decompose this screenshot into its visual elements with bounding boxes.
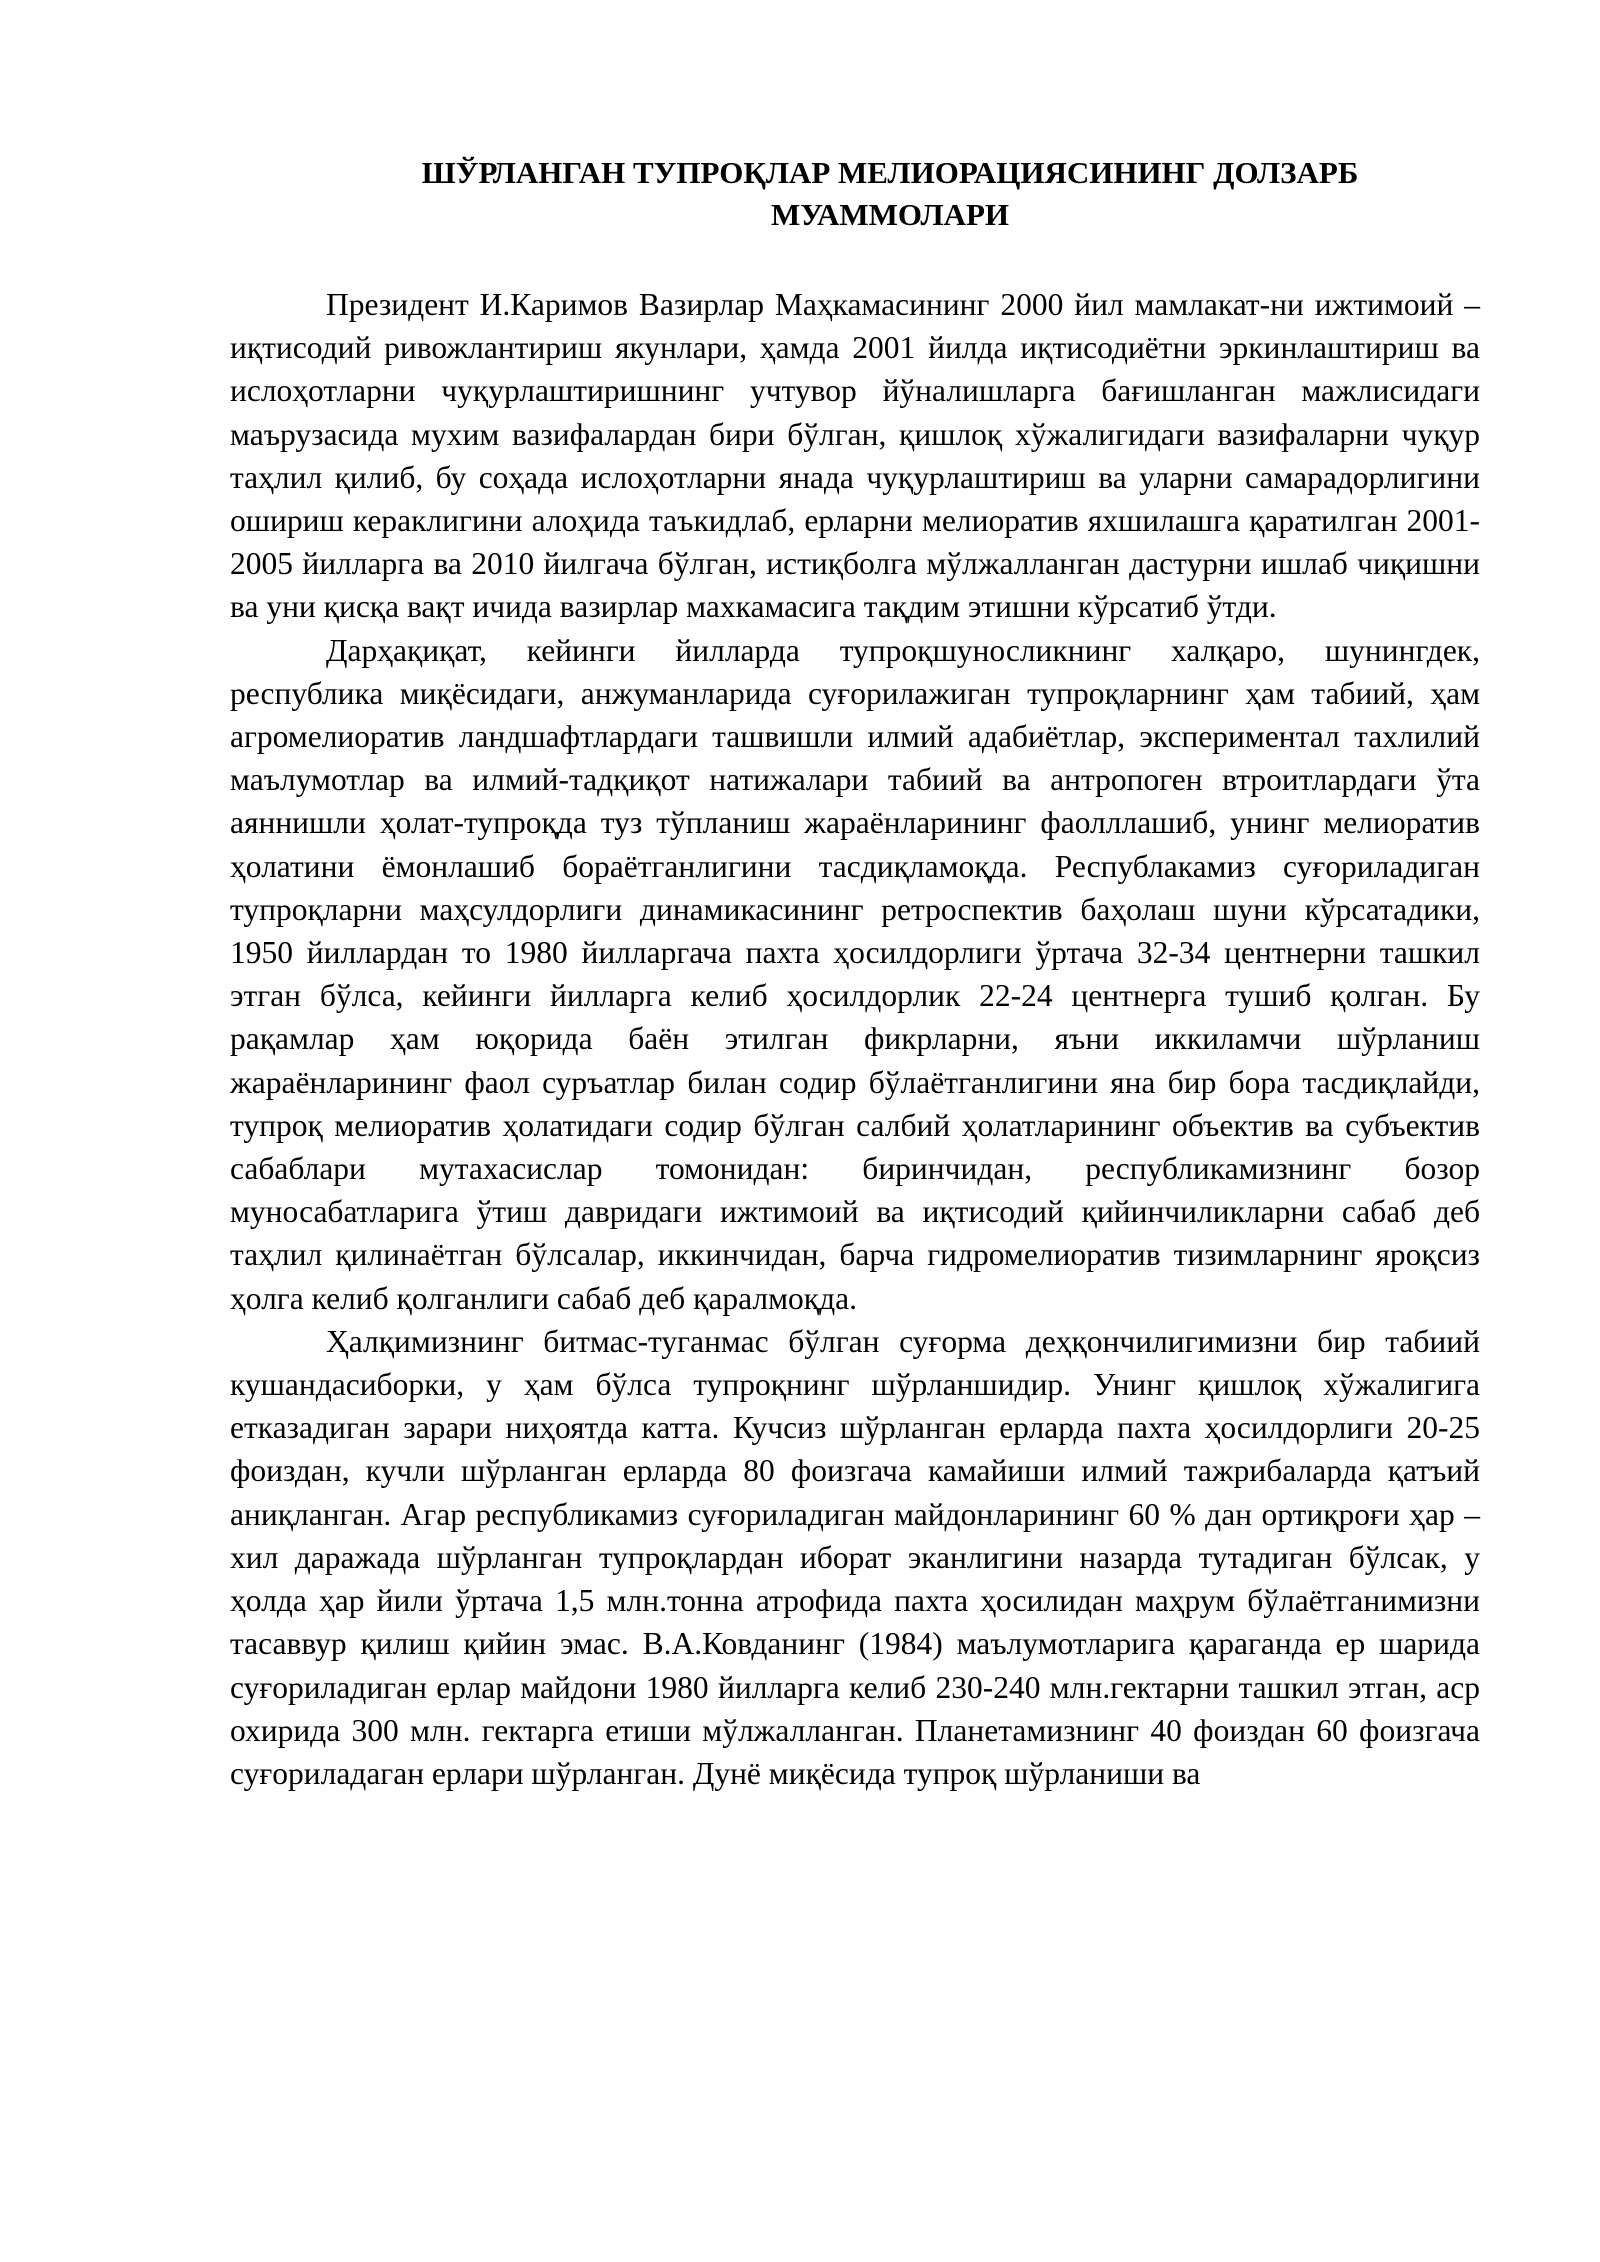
document-title: ШЎРЛАНГАН ТУПРОҚЛАР МЕЛИОРАЦИЯСИНИНГ ДОЛЗАРБ МУАММОЛАРИ [421, 155, 1359, 232]
document-body [230, 283, 1480, 1795]
paragraph: Ҳалқимизнинг битмас-туганмас бўлган суғорма деҳқончилигимизни бир табиий кушандасиборки, у ҳам бўлса тупроқнинг шўрланшидир. Унинг қишлоқ хўжалигига етказадиган зарари ниҳоятда катта. Кучсиз шўрланган ерларда пахта ҳосилдорлиги 20-25 фоиздан, кучли шўрланган ерларда 80 фоизгача камайиши илмий тажрибаларда қатъий аниқланган. Агар республикамиз суғориладиган майдонларининг 60 % дан ортиқроғи ҳар –хил даражада шўрланган тупроқлардан иборат эканлигини назарда тутадиган бўлсак, у ҳолда ҳар йили ўртача 1,5 млн.тонна атрофида пахта ҳосилидан маҳрум бўлаётганимизни тасаввур қилиш қийин эмас. В.А.Ковданинг (1984) маълумотларига қараганда ер шарида суғориладиган ерлар майдони 1980 йилларга келиб 230-240 млн.гектарни ташкил этган, аср охирида 300 млн. гектарга етиши мўлжалланган. Планетамизнинг 40 фоиздан 60 фоизгача суғориладаган ерлари шўрланган. Дунё миқёсида тупроқ шўрланиши ва [230, 1323, 1480, 1791]
paragraph: Президент И.Каримов Вазирлар Маҳкамасининг 2000 йил мамлакат-ни ижтимоий –иқтисодий ривожлантириш якунлари, ҳамда 2001 йилда иқтисодиётни эркинлаштириш ва ислоҳотларни чуқурлаштиришнинг учтувор йўналишларга бағишланган мажлисидаги маърузасида мухим вазифалардан бири бўлган, қишлоқ хўжалигидаги вазифаларни чуқур таҳлил қилиб, бу соҳада ислоҳотларни янада чуқурлаштириш ва уларни самарадорлигини ошириш кераклигини алоҳида таъкидлаб, ерларни мелиоратив яхшилашга қаратилган 2001-2005 йилларга ва 2010 йилгача бўлган, истиқболга мўлжалланган дастурни ишлаб чиқишни ва уни қисқа вақт ичида вазирлар махкамасига тақдим этишни кўрсатиб ўтди. [230, 287, 1480, 625]
paragraph: Дарҳақиқат, кейинги йилларда тупроқшуносликнинг халқаро, шунингдек, республика миқёсидаги, анжуманларида суғорилажиган тупроқларнинг ҳам табиий, ҳам агромелиоратив ландшафтлардаги ташвишли илмий адабиётлар, экспериментал тахлилий маълумотлар ва илмий-тадқиқот натижалари табиий ва антропоген втроитлардаги ўта аяннишли ҳолат-тупроқда туз тўпланиш жараёнларининг фаолллашиб, унинг мелиоратив ҳолатини ёмонлашиб бораётганлигини тасдиқламоқда. Республакамиз суғориладиган тупроқларни маҳсулдорлиги динамикасининг ретроспектив баҳолаш шуни кўрсатадики, 1950 йиллардан то 1980 йилларгача пахта ҳосилдорлиги ўртача 32-34 центнерни ташкил этган бўлса, кейинги йилларга келиб ҳосилдорлик 22-24 центнерга тушиб қолган. Бу рақамлар ҳам юқорида баён этилган фикрларни, яъни иккиламчи шўрланиш жараёнларининг фаол суръатлар билан содир бўлаётганлигини яна бир бора тасдиқлайди, тупроқ мелиоратив ҳолатидаги содир бўлган салбий ҳолатларининг объектив ва субъектив сабаблари мутахасислар томонидан: биринчидан, республикамизнинг бозор муносабатларига ўтиш давридаги ижтимоий ва иқтисодий қийинчиликларни сабаб деб таҳлил қилинаётган бўлсалар, иккинчидан, барча гидромелиоратив тизимларнинг яроқсиз ҳолга келиб қолганлиги сабаб деб қаралмоқда. [230, 632, 1480, 1316]
